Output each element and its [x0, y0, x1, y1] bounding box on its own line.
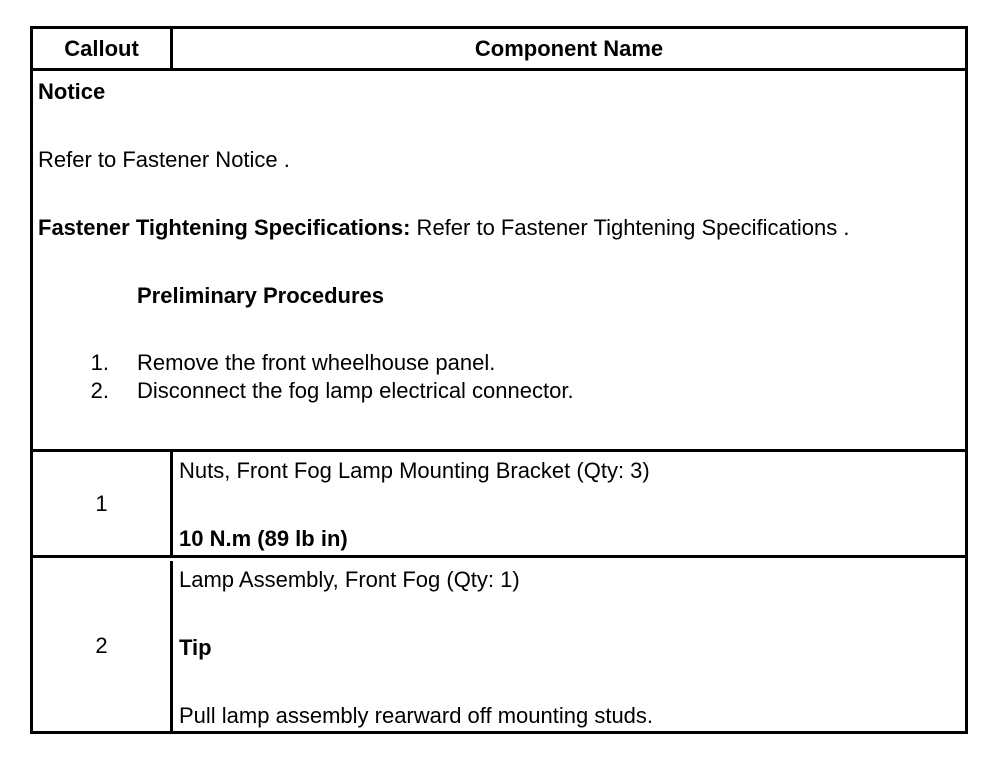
- step-number: 2.: [90, 378, 109, 403]
- preliminary-procedures-heading: Preliminary Procedures: [137, 283, 385, 308]
- fastener-spec-text: Refer to Fastener Tightening Specifications .: [410, 215, 850, 240]
- fastener-spec-label: Fastener Tightening Specifications:: [38, 215, 411, 240]
- table-row: [33, 561, 965, 731]
- step-number: 1.: [90, 350, 109, 375]
- table-row: [33, 452, 965, 558]
- component-cell: [173, 452, 965, 555]
- notice-section: [33, 71, 965, 452]
- fastener-spec-line: [38, 215, 849, 241]
- tip-text: Pull lamp assembly rearward off mounting studs.: [179, 703, 654, 728]
- component-name: Nuts, Front Fog Lamp Mounting Bracket (Qty: 3): [179, 458, 650, 483]
- callout-number: 1: [33, 452, 173, 555]
- notice-heading: Notice: [38, 79, 106, 104]
- step-text: Disconnect the fog lamp electrical connector.: [137, 378, 574, 403]
- header-component-name: Component Name: [474, 35, 664, 61]
- step-text: Remove the front wheelhouse panel.: [137, 350, 496, 375]
- component-name: Lamp Assembly, Front Fog (Qty: 1): [179, 567, 520, 592]
- fastener-notice-text: Refer to Fastener Notice .: [38, 147, 290, 172]
- header-callout: Callout: [33, 29, 173, 68]
- torque-spec: 10 N.m (89 lb in): [179, 526, 348, 551]
- component-cell: [173, 561, 965, 731]
- callout-number: 2: [33, 561, 173, 731]
- table-header-row: [33, 29, 965, 71]
- tip-heading: Tip: [179, 635, 212, 660]
- procedure-table: [30, 26, 968, 734]
